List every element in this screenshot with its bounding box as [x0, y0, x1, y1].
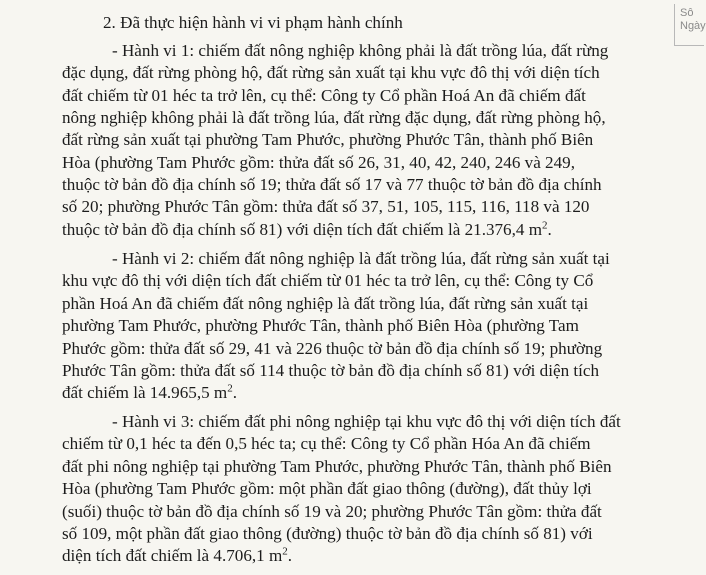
violation-3-line-7	[62, 546, 292, 566]
violation-2-line-4: phường Tam Phước, phường Phước Tân, thành phố Biên Hòa (phường Tam	[62, 316, 579, 335]
violation-2-line-5: Phước gồm: thửa đất số 29, 41 và 226 thuộc tờ bản đồ địa chính số 19; phường	[62, 339, 603, 358]
section-heading: 2. Đã thực hiện hành vi vi phạm hành chính	[103, 13, 403, 32]
violation-1-line-5: đất rừng sản xuất tại phường Tam Phước, phường Phước Tân, thành phố Biên	[62, 130, 594, 149]
violation-2-line-1: - Hành vi 2: chiếm đất nông nghiệp là đất trồng lúa, đất rừng sản xuất tại	[112, 249, 610, 268]
violation-3-line-3: đất phi nông nghiệp tại phường Tam Phước, phường Phước Tân, thành phố Biên	[62, 457, 612, 476]
violation-1-line-4: nông nghiệp không phải là đất trồng lúa, đất rừng đặc dụng, đất rừng phòng hộ,	[62, 108, 606, 127]
violation-1-line-9	[62, 220, 552, 240]
violation-1-line-7: thuộc tờ bản đồ địa chính số 19; thửa đất số 17 và 77 thuộc tờ bản đồ địa chính	[62, 175, 602, 194]
violation-1-line-6: Hòa (phường Tam Phước gồm: thửa đất số 26, 31, 40, 42, 240, 246 và 249,	[62, 153, 575, 172]
line-end: .	[232, 383, 237, 402]
line-end: .	[287, 546, 293, 565]
line-end: .	[547, 220, 552, 239]
violation-1-line-2: đặc dụng, đất rừng phòng hộ, đất rừng sản xuất tại khu vực đô thị với diện tích	[62, 63, 600, 82]
violation-1-line-8: số 20; phường Phước Tân gồm: thửa đất số 37, 51, 105, 115, 116, 118 và 120	[62, 197, 590, 216]
violation-3-line-2: chiếm từ 0,1 héc ta đến 0,5 héc ta; cụ thể: Công ty Cổ phần Hóa An đã chiếm	[62, 434, 591, 453]
stamp-line-1: Sô	[680, 7, 694, 19]
page-edge-stamp	[674, 4, 704, 46]
violation-1-line-3: đất chiếm từ 01 héc ta trở lên, cụ thể: Công ty Cổ phần Hoá An đã chiếm đất	[62, 86, 586, 105]
violation-3-line-1: - Hành vi 3: chiếm đất phi nông nghiệp tại khu vực đô thị với diện tích đất	[112, 412, 621, 431]
violation-2-line-3: phần Hoá An đã chiếm đất nông nghiệp là đất trồng lúa, đất rừng sản xuất tại	[62, 294, 589, 313]
area-unit-superscript: 2	[227, 382, 233, 395]
area-unit-superscript: 2	[282, 545, 288, 558]
area-unit-superscript: 2	[542, 219, 548, 232]
violation-2-line-7	[62, 383, 237, 403]
violation-2-area-text: đất chiếm là 14.965,5 m	[62, 383, 228, 402]
violation-3-area-text: diện tích đất chiếm là 4.706,1 m	[62, 546, 283, 565]
violation-2-line-2: khu vực đô thị với diện tích đất chiếm từ 01 héc ta trở lên, cụ thể: Công ty Cổ	[62, 271, 594, 290]
violation-1-line-1: - Hành vi 1: chiếm đất nông nghiệp không phải là đất trồng lúa, đất rừng	[112, 41, 609, 60]
stamp-line-2: Ngày	[680, 20, 706, 32]
violation-1-area-text: thuộc tờ bản đồ địa chính số 81) với diện tích đất chiếm là 21.376,4 m	[62, 220, 542, 239]
violation-3-line-4: Hòa (phường Tam Phước gồm: một phần đất giao thông (đường), đất thủy lợi	[62, 479, 592, 498]
violation-3-line-5: (suối) thuộc tờ bản đồ địa chính số 19 và 20; phường Phước Tân gồm: thửa đất	[62, 502, 602, 521]
violation-2-line-6: Phước Tân gồm: thửa đất số 114 thuộc tờ bản đồ địa chính số 81) với diện tích	[62, 361, 600, 380]
violation-3-line-6: số 109, một phần đất giao thông (đường) thuộc tờ bản đồ địa chính số 81) với	[62, 524, 593, 543]
